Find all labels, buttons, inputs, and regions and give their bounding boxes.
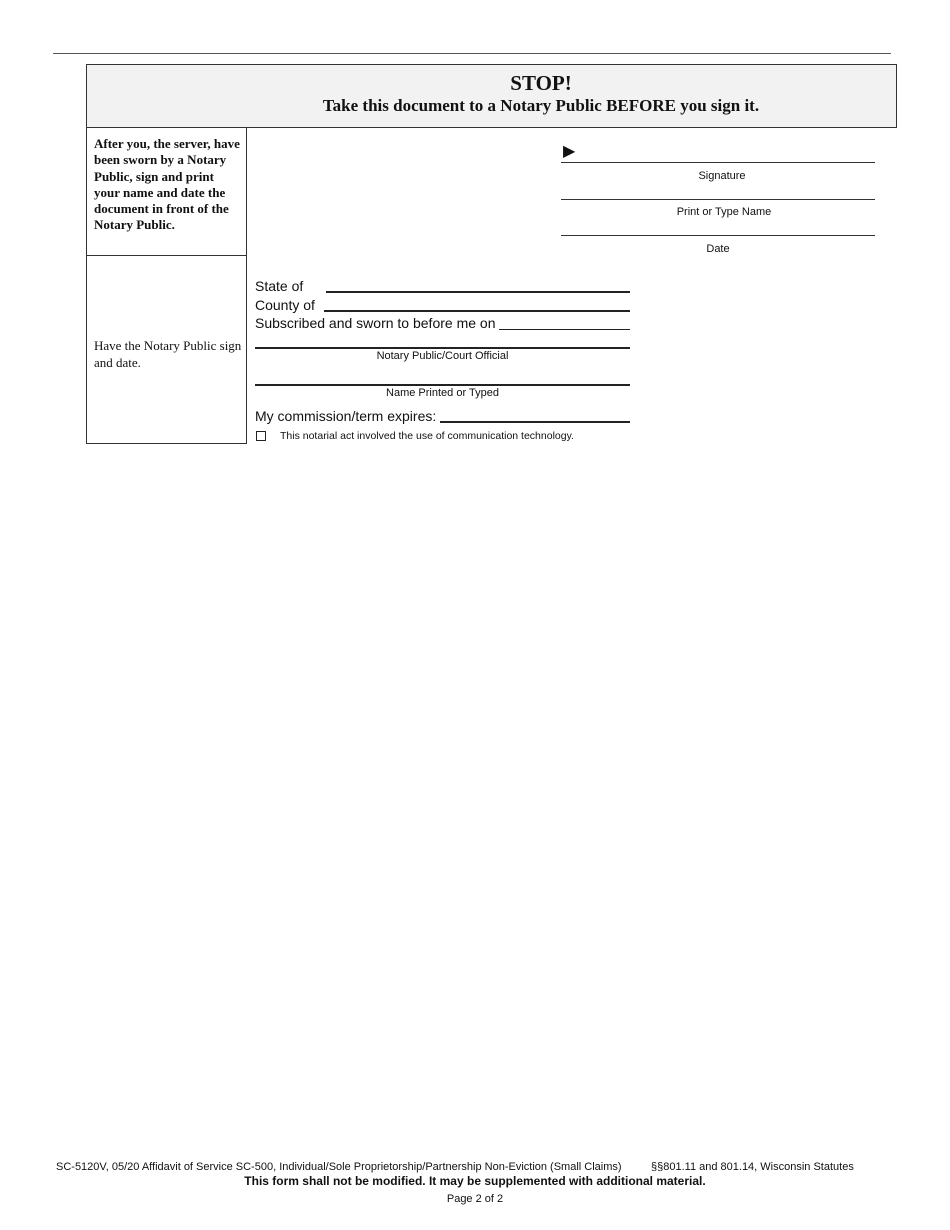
commission-label: My commission/term expires: — [255, 408, 437, 424]
communication-technology-label: This notarial act involved the use of communication technology. — [280, 430, 574, 442]
column-divider — [87, 255, 246, 256]
subscribed-label: Subscribed and sworn to before me on — [255, 315, 496, 331]
notary-name-field[interactable] — [255, 384, 630, 386]
notary-name-label: Name Printed or Typed — [386, 387, 499, 399]
printed-name-label: Print or Type Name — [676, 206, 772, 218]
printed-name-field[interactable] — [561, 199, 875, 200]
state-label: State of — [255, 278, 304, 294]
state-field[interactable] — [326, 291, 630, 293]
sign-here-arrow-icon: ▶ — [563, 143, 576, 160]
commission-expiry-field[interactable] — [440, 421, 630, 423]
communication-technology-checkbox[interactable] — [256, 431, 266, 441]
instructions-column — [86, 127, 247, 444]
top-rule — [53, 53, 891, 54]
date-label: Date — [706, 243, 730, 255]
statutes-reference: §§801.11 and 801.14, Wisconsin Statutes — [651, 1161, 854, 1173]
form-info: SC-5120V, 05/20 Affidavit of Service SC-500, Individual/Sole Proprietorship/Partnership Non-Eviction (Small Claims) — [56, 1161, 622, 1173]
modification-notice: This form shall not be modified. It may be supplemented with additional material. — [244, 1174, 706, 1188]
county-field[interactable] — [324, 310, 630, 312]
signature-label: Signature — [698, 170, 746, 182]
stop-heading: STOP! — [510, 71, 572, 95]
server-instructions: After you, the server, have been sworn by a Notary Public, sign and print your name and date the document in front of the Notary Public. — [94, 136, 240, 233]
notary-official-label: Notary Public/Court Official — [376, 350, 509, 362]
notary-signature-field[interactable] — [255, 347, 630, 349]
date-field[interactable] — [561, 235, 875, 236]
notary-notice: Take this document to a Notary Public BEFORE you sign it. — [322, 96, 760, 115]
subscribed-date-field[interactable] — [499, 329, 630, 330]
county-label: County of — [255, 297, 315, 313]
notary-instructions: Have the Notary Public sign and date. — [94, 338, 242, 370]
signature-field[interactable] — [561, 162, 875, 163]
notary-warning-banner — [86, 64, 897, 128]
page-number: Page 2 of 2 — [446, 1193, 504, 1205]
